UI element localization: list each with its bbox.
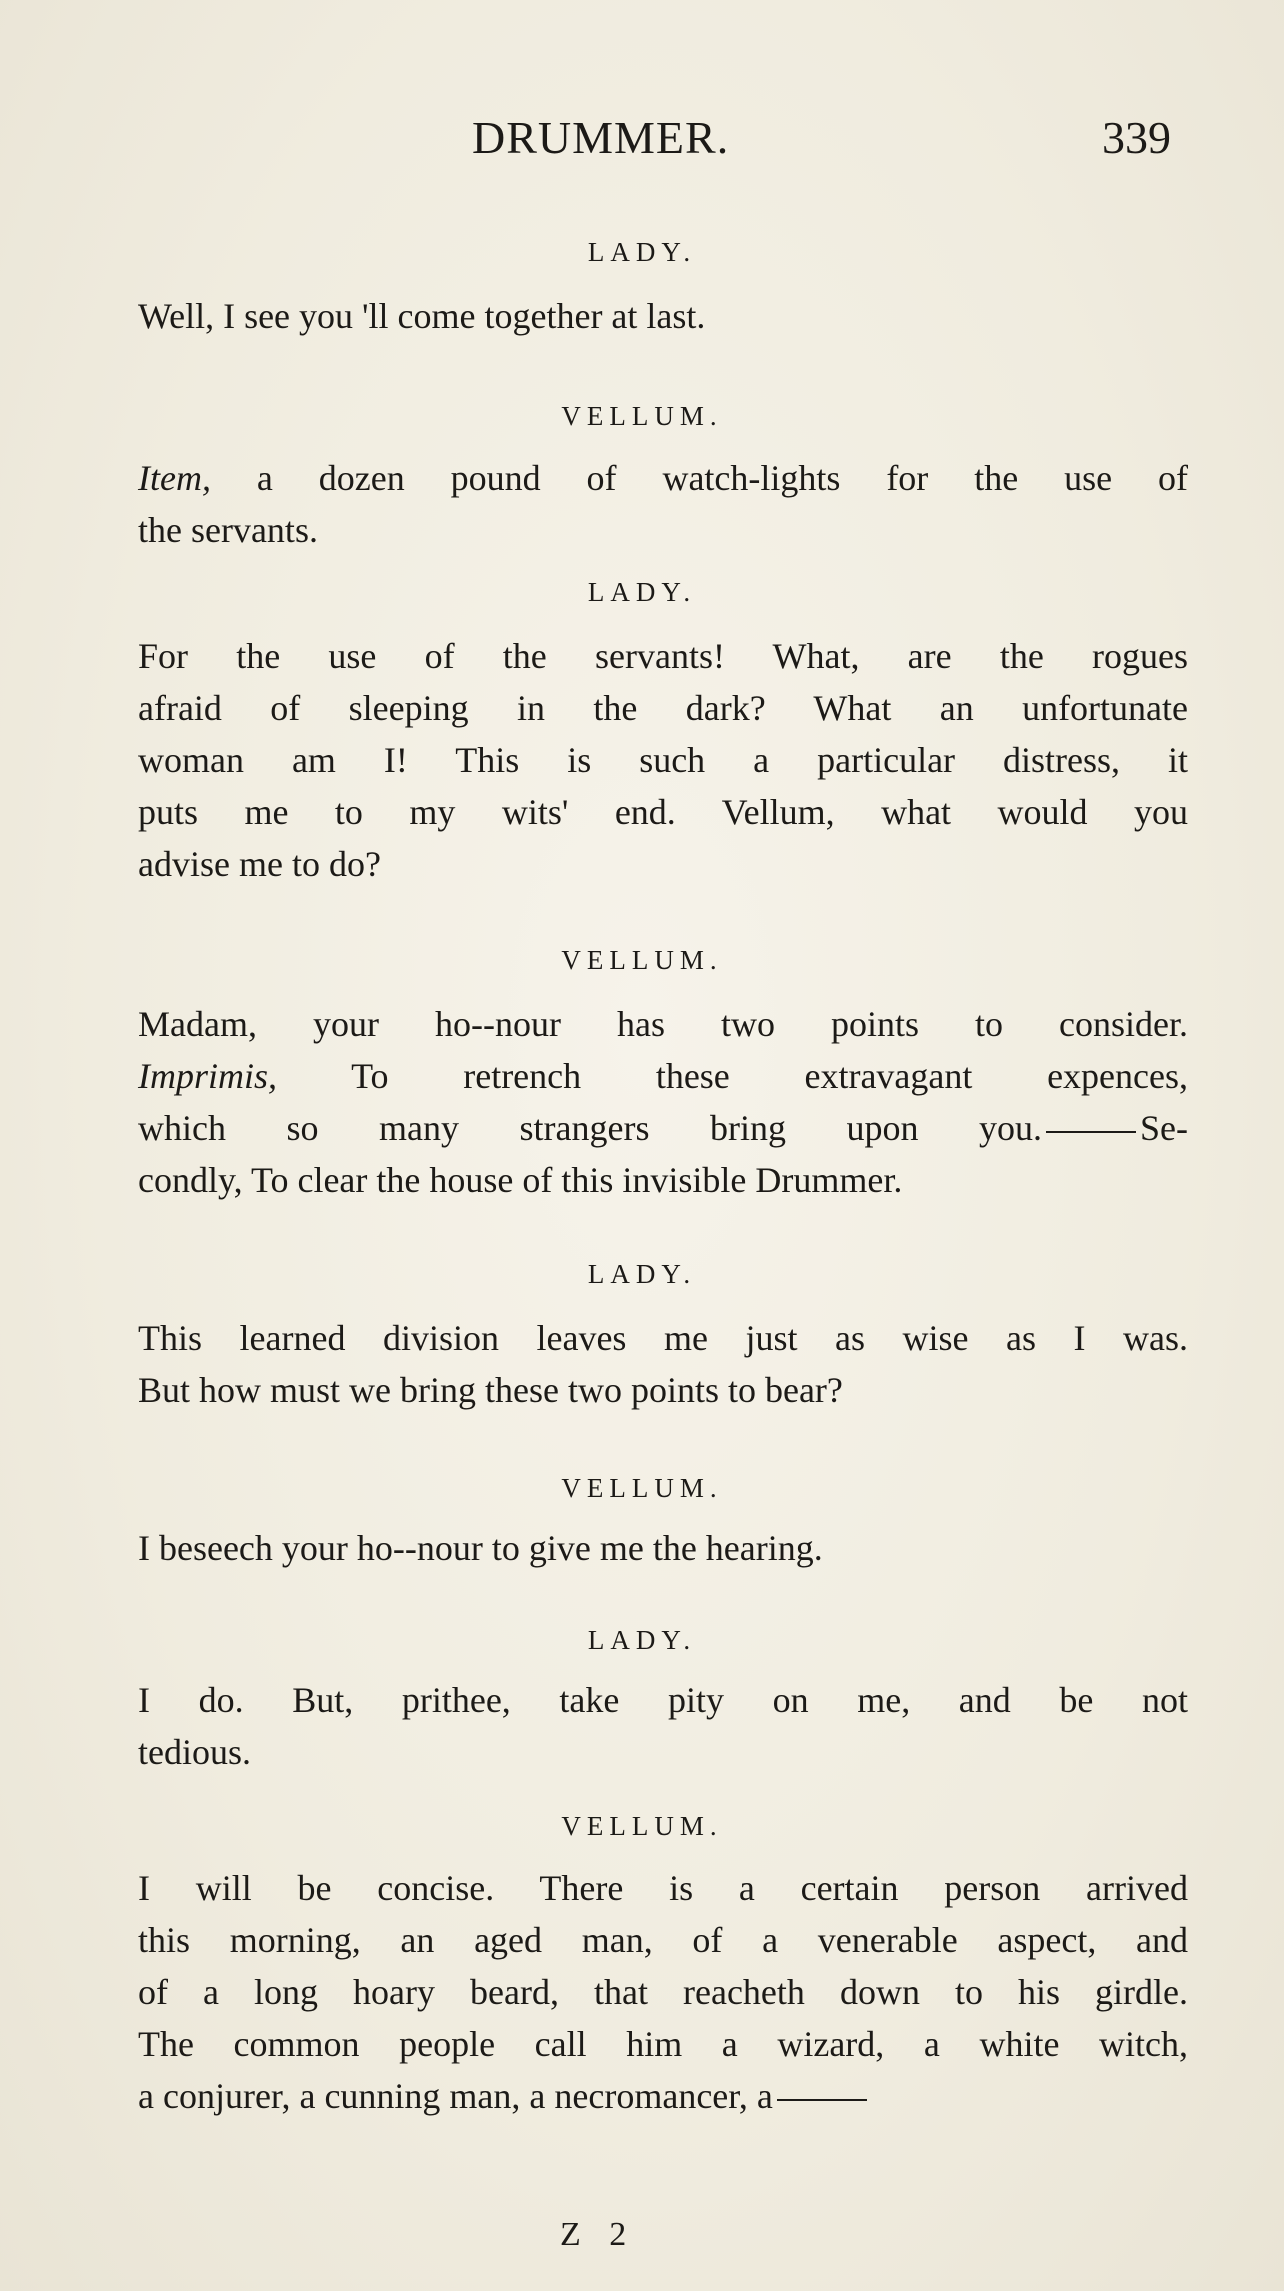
speech	[138, 290, 1188, 342]
speech-line: Well, I see you 'll come together at last.	[138, 296, 706, 336]
speech-line	[138, 1050, 1188, 1102]
speech-line: I do. But, prithee, take pity on me, and be not	[138, 1680, 1188, 1720]
page-number: 339	[1102, 112, 1171, 163]
speech	[138, 452, 1188, 556]
speech-line: this morning, an aged man, of a venerable aspect, and	[138, 1920, 1188, 1960]
speaker-heading: VELLUM.	[561, 1811, 723, 1841]
speech-line: woman am I! This is such a particular distress, it	[138, 740, 1188, 780]
speech-line: the servants.	[138, 510, 318, 550]
speech-line: For the use of the servants! What, are the rogues	[138, 636, 1188, 676]
speaker-heading: LADY.	[587, 237, 697, 267]
speech-line: tedious.	[138, 1732, 251, 1772]
speech-line	[138, 1102, 1188, 1154]
em-dash-rule	[777, 2099, 867, 2101]
speech	[138, 1522, 1188, 1574]
speaker-heading: VELLUM.	[561, 945, 723, 975]
running-head: DRUMMER.	[472, 112, 730, 163]
italic-word: Imprimis,	[138, 1056, 278, 1096]
speech	[138, 1862, 1188, 2122]
speech	[138, 1674, 1188, 1778]
speech-line	[138, 2070, 1188, 2122]
speech-line-rest: which so many strangers bring upon you.	[138, 1108, 1042, 1148]
speech-line: Madam, your ho--nour has two points to consider.	[138, 1004, 1188, 1044]
hyphenated-word: Se-	[1140, 1108, 1188, 1148]
speech-line: But how must we bring these two points to bear?	[138, 1370, 843, 1410]
speaker-heading: LADY.	[587, 1259, 697, 1289]
speech	[138, 630, 1188, 890]
speech	[138, 998, 1188, 1206]
speaker-heading: LADY.	[587, 577, 697, 607]
speech-line: This learned division leaves me just as wise as I was.	[138, 1318, 1188, 1358]
page-header	[0, 108, 1284, 178]
speech-line: The common people call him a wizard, a white witch,	[138, 2024, 1188, 2064]
speech-line: advise me to do?	[138, 844, 381, 884]
speech-line: afraid of sleeping in the dark? What an unfortunate	[138, 688, 1188, 728]
speech-line: I will be concise. There is a certain person arrived	[138, 1868, 1188, 1908]
speech-line-rest: a conjurer, a cunning man, a necromancer, a	[138, 2076, 773, 2116]
speech-line	[138, 452, 1188, 504]
em-dash-rule	[1046, 1131, 1136, 1133]
speech-line-rest: To retrench these extravagant expences,	[351, 1056, 1188, 1096]
signature-mark: Z 2	[560, 2216, 637, 2253]
speaker-heading: VELLUM.	[561, 401, 723, 431]
speech-line: I beseech your ho--nour to give me the hearing.	[138, 1528, 823, 1568]
speech-line-rest: a dozen pound of watch-lights for the use of	[210, 458, 1188, 498]
italic-word: Item,	[138, 458, 211, 498]
speaker-heading: VELLUM.	[561, 1473, 723, 1503]
speech-line: condly, To clear the house of this invisible Drummer.	[138, 1160, 903, 1200]
speech-line: of a long hoary beard, that reacheth down to his girdle.	[138, 1972, 1188, 2012]
speaker-heading: LADY.	[587, 1625, 697, 1655]
speech-line: puts me to my wits' end. Vellum, what would you	[138, 792, 1188, 832]
speech	[138, 1312, 1188, 1416]
